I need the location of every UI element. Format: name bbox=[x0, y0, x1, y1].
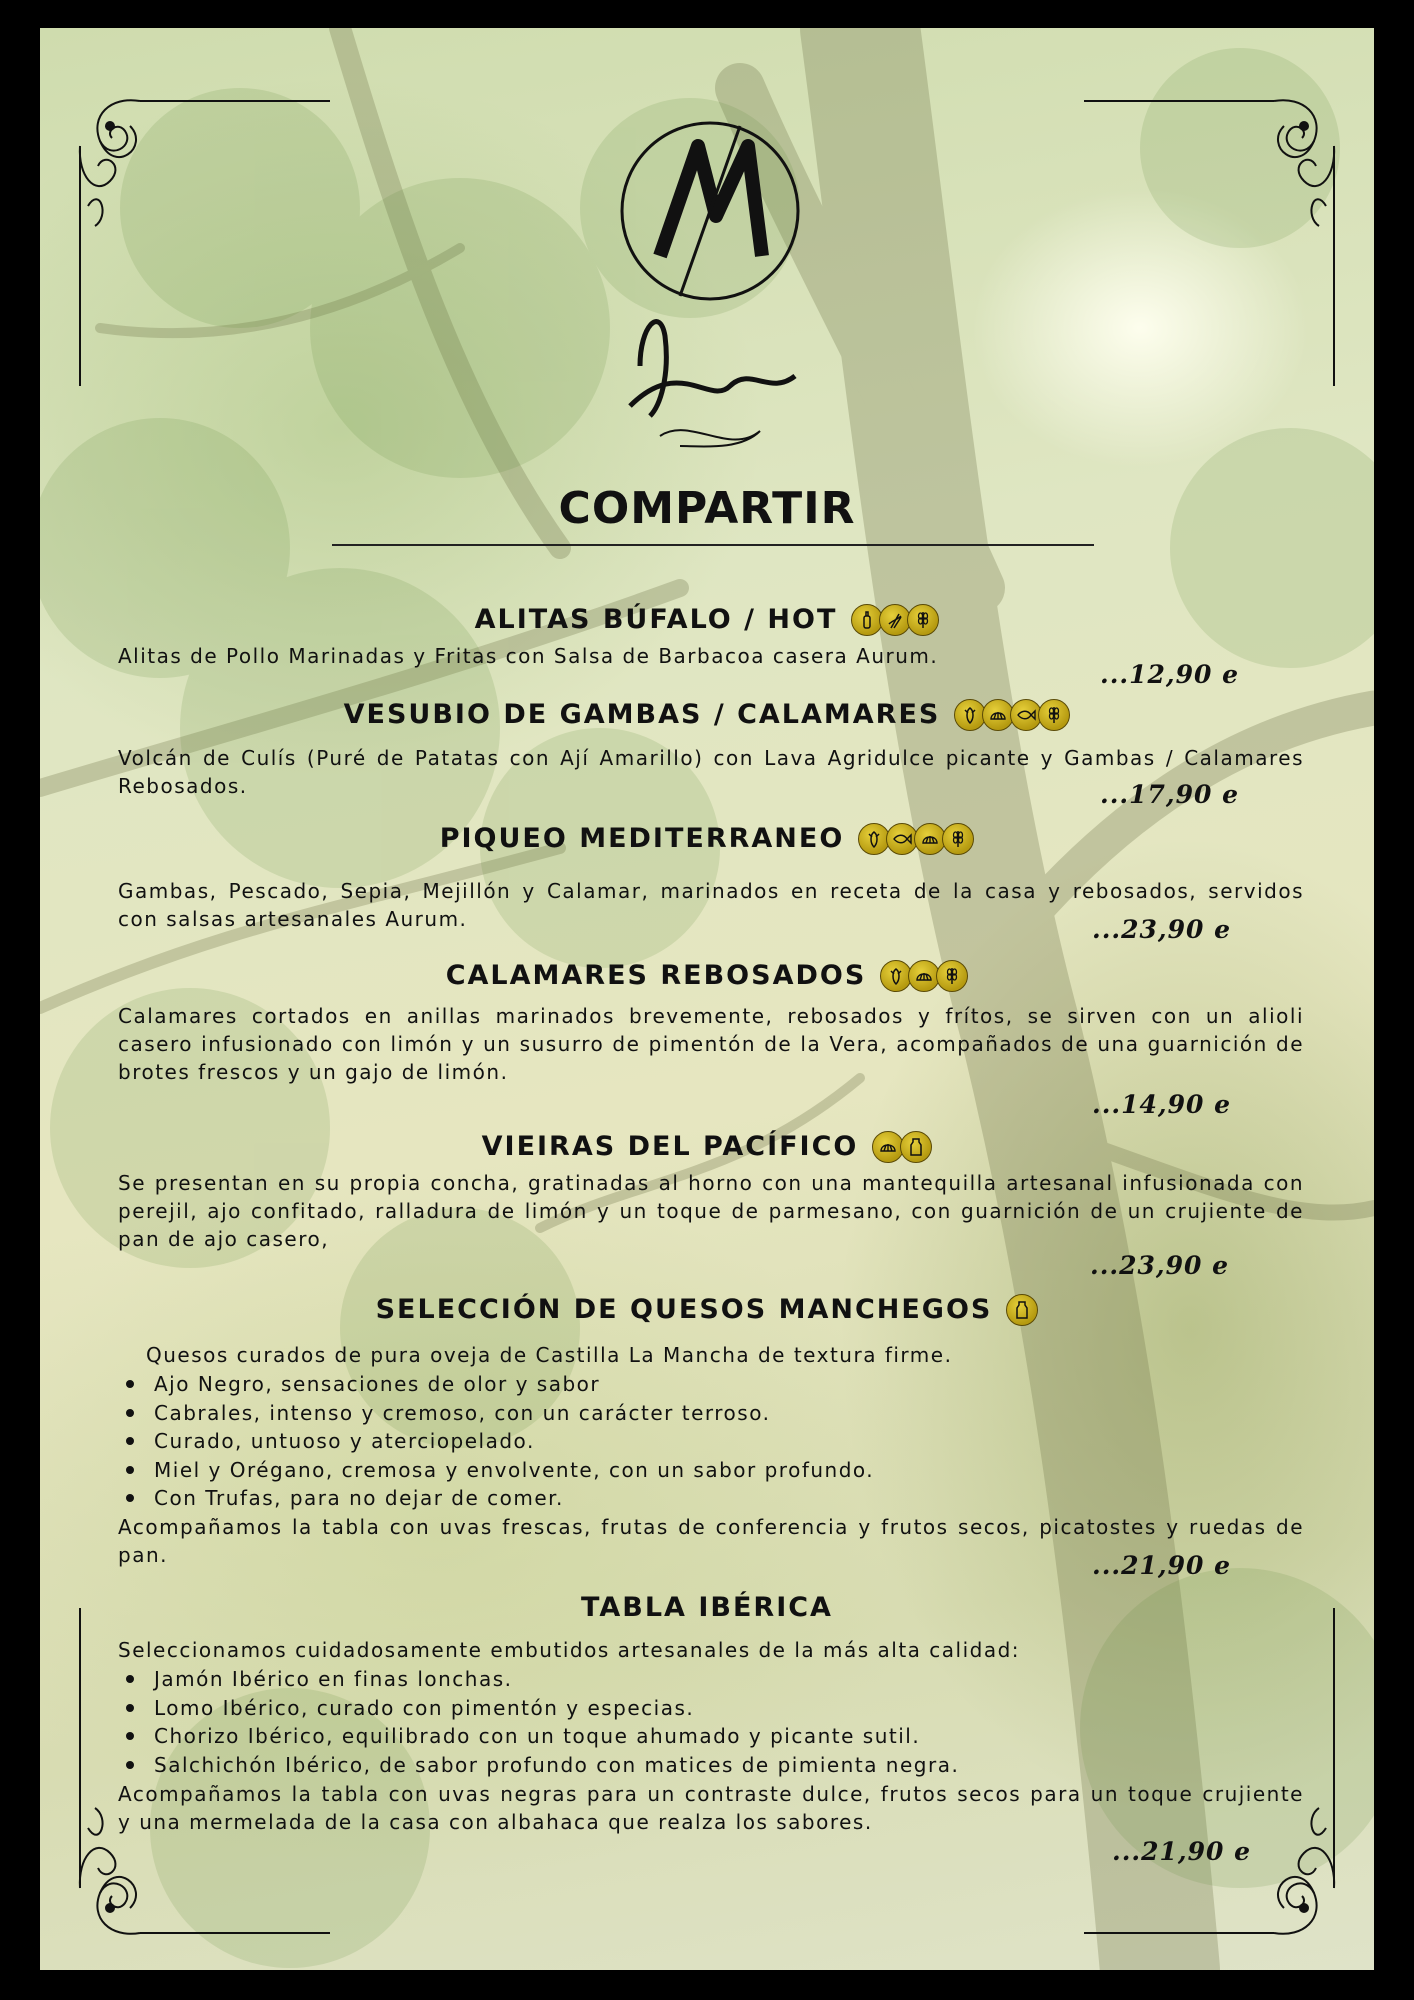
gluten-icon bbox=[936, 960, 968, 992]
dish-name-calamares: CALAMARES REBOSADOS bbox=[40, 956, 1374, 996]
menu-page bbox=[40, 28, 1374, 1970]
dish-name-tabla-iberica: TABLA IBÉRICA bbox=[581, 1592, 833, 1623]
dish-name-vesubio: VESUBIO DE GAMBAS / CALAMARES bbox=[40, 695, 1374, 735]
corner-ornament-top-left bbox=[70, 86, 370, 386]
dish-list-quesos bbox=[118, 1370, 1304, 1513]
aurum-logo bbox=[620, 106, 800, 466]
dish-outro-quesos: Acompañamos la tabla con uvas frescas, frutas de conferencia y frutos secos, picatostes y ruedas de pan. bbox=[118, 1515, 1304, 1567]
dish-price-calamares: ...14,90 e bbox=[1092, 1090, 1232, 1119]
dish-description-alitas: Alitas de Pollo Marinadas y Fritas con Salsa de Barbacoa casera Aurum. bbox=[118, 644, 939, 668]
gluten-icon bbox=[1038, 699, 1070, 731]
dish-name-alitas: ALITAS BÚFALO / HOT bbox=[40, 600, 1374, 640]
allergen-group bbox=[872, 1131, 932, 1163]
dish-price-tabla-iberica: ...21,90 e bbox=[1112, 1837, 1252, 1866]
dish-description-vieiras: Se presentan en su propia concha, gratinadas al horno con una mantequilla artesanal infusionada con perejil, ajo confitado, ralladura de limón y un toque de parmesano, con guarnición de un crujiente de pan de ajo casero, bbox=[118, 1171, 1304, 1251]
dish-name-quesos: SELECCIÓN DE QUESOS MANCHEGOS bbox=[40, 1290, 1374, 1330]
milk-icon bbox=[900, 1131, 932, 1163]
list-item: Miel y Orégano, cremosa y envolvente, con un sabor profundo. bbox=[118, 1456, 1304, 1485]
corner-ornament-top-right bbox=[1044, 86, 1344, 386]
allergen-group bbox=[880, 960, 968, 992]
dish-list-tabla-iberica bbox=[118, 1665, 1304, 1779]
list-item: Lomo Ibérico, curado con pimentón y especias. bbox=[118, 1694, 1304, 1723]
dish-intro-quesos: Quesos curados de pura oveja de Castilla La Mancha de textura firme. bbox=[146, 1343, 953, 1367]
dish-price-vieiras: ...23,90 e bbox=[1090, 1251, 1230, 1280]
dish-description-calamares: Calamares cortados en anillas marinados brevemente, rebosados y frítos, se sirven con un alioli casero infusionado con limón y un susurro de pimentón de la Vera, acompañados de una guarnición de brotes frescos y un gajo de limón. bbox=[118, 1004, 1304, 1084]
dish-price-quesos: ...21,90 e bbox=[1092, 1551, 1232, 1580]
list-item: Ajo Negro, sensaciones de olor y sabor bbox=[118, 1370, 1304, 1399]
dish-description-vesubio: Volcán de Culís (Puré de Patatas con Ají Amarillo) con Lava Agridulce picante y Gambas / Calamares Rebosados. bbox=[118, 746, 1304, 798]
dish-price-vesubio: ...17,90 e bbox=[1100, 780, 1240, 809]
dish-name-vieiras: VIEIRAS DEL PACÍFICO bbox=[40, 1127, 1374, 1167]
list-item: Salchichón Ibérico, de sabor profundo con matices de pimienta negra. bbox=[118, 1751, 1304, 1780]
allergen-group bbox=[1006, 1294, 1038, 1326]
list-item: Cabrales, intenso y cremoso, con un carácter terroso. bbox=[118, 1399, 1304, 1428]
dish-intro-tabla-iberica: Seleccionamos cuidadosamente embutidos artesanales de la más alta calidad: bbox=[118, 1638, 1021, 1662]
allergen-group bbox=[858, 823, 974, 855]
section-title: COMPARTIR bbox=[558, 483, 856, 534]
dish-name-piqueo: PIQUEO MEDITERRANEO bbox=[40, 819, 1374, 859]
dish-price-piqueo: ...23,90 e bbox=[1092, 915, 1232, 944]
gluten-icon bbox=[942, 823, 974, 855]
allergen-group bbox=[954, 699, 1070, 731]
allergen-group bbox=[851, 604, 939, 636]
list-item: Chorizo Ibérico, equilibrado con un toque ahumado y picante sutil. bbox=[118, 1722, 1304, 1751]
gluten-icon bbox=[907, 604, 939, 636]
dish-price-alitas: ...12,90 e bbox=[1100, 660, 1240, 689]
list-item: Curado, untuoso y aterciopelado. bbox=[118, 1427, 1304, 1456]
dish-outro-tabla-iberica: Acompañamos la tabla con uvas negras para un contraste dulce, frutos secos para un toque crujiente y una mermelada de la casa con albahaca que realza los sabores. bbox=[118, 1782, 1304, 1834]
list-item: Jamón Ibérico en finas lonchas. bbox=[118, 1665, 1304, 1694]
milk-icon bbox=[1006, 1294, 1038, 1326]
dish-description-piqueo: Gambas, Pescado, Sepia, Mejillón y Calamar, marinados en receta de la casa y rebosados, servidos con salsas artesanales Aurum. bbox=[118, 879, 1304, 931]
title-divider bbox=[332, 544, 1094, 546]
list-item: Con Trufas, para no dejar de comer. bbox=[118, 1484, 1304, 1513]
